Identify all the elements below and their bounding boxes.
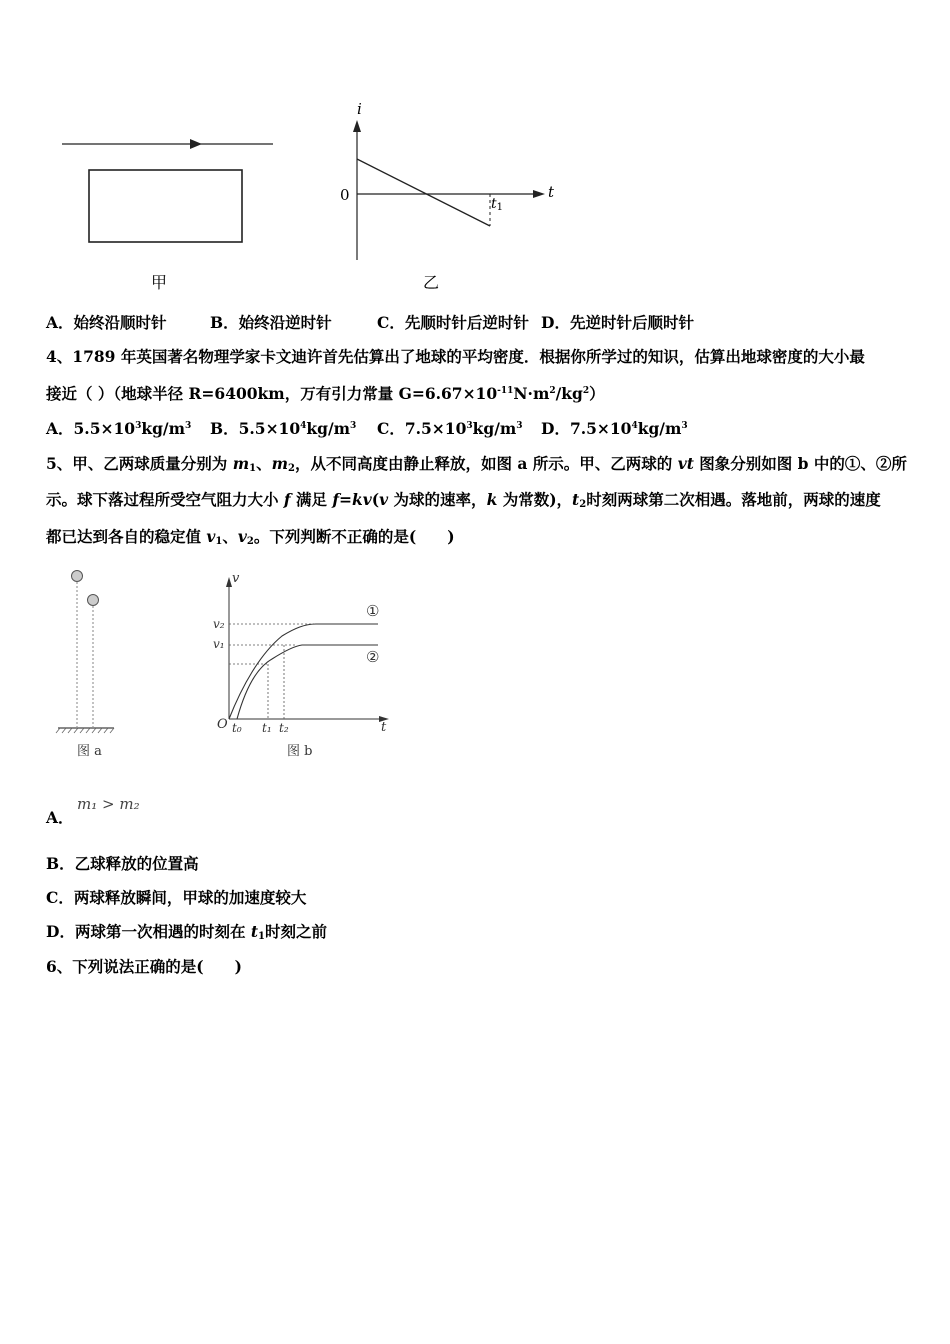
q3-option-d: D．先逆时针后顺时针 [541, 313, 694, 332]
t-axis-arrow-icon [533, 190, 545, 198]
q4-stem-line2: 接近（ ）（地球半径 R=6400km，万有引力常量 $G=6.67\times 10^{-11}N\cdot m^2/kg^2$） [46, 384, 605, 403]
t1-label: $t_1$ [491, 196, 504, 213]
wire-loop [89, 170, 242, 242]
q3-option-a: A．始终沿顺时针 [46, 313, 167, 332]
q5-option-d: D．两球第一次相遇的时刻在 $t_1$时刻之前 [46, 922, 327, 942]
figure-jia-caption: 甲 [151, 273, 168, 292]
q3-option-b: B．始终沿逆时针 [210, 313, 332, 332]
curve-1 [229, 624, 378, 719]
i-axis-arrow-icon [353, 120, 361, 132]
q4-stem-line1: 4、1789 年英国著名物理学家卡文迪许首先估算出了地球的平均密度．根据你所学过的知识，估算出地球密度的大小最 [46, 347, 865, 366]
figure-b-caption: 图 b [287, 744, 313, 759]
q5-option-a-label: A． [46, 808, 74, 827]
curve-2-label: ② [366, 648, 380, 666]
current-line [357, 159, 490, 226]
figure-jia [55, 130, 285, 260]
fig-b-v1: v₁ [213, 637, 225, 651]
fig-b-origin: O [217, 717, 228, 732]
ball-jia-icon [72, 571, 83, 582]
fig-b-t2: t₂ [279, 721, 289, 735]
q5-stem-line1: 5、甲、乙两球质量分别为 $m_1$、$m_2$，从不同高度由静止释放，如图 a 所示。甲、乙两球的 vt 图象分别如图 b 中的①、②所 [46, 454, 907, 474]
curve-2 [237, 645, 378, 719]
fig-b-v2: v₂ [213, 617, 225, 631]
t-axis-label: t [548, 183, 555, 201]
fig-b-t1: t₁ [262, 721, 272, 735]
i-axis-label: i [357, 100, 362, 118]
q4-option-b: B．$5.5\times 10^4kg/m^3$ [210, 419, 357, 438]
figure-yi-caption: 乙 [423, 273, 440, 292]
q5-option-b: B．乙球释放的位置高 [46, 854, 199, 873]
fig-b-t0: t₀ [232, 721, 242, 735]
q4-option-c: C．$7.5\times 10^3kg/m^3$ [377, 419, 523, 438]
figure-a-caption: 图 a [77, 744, 102, 759]
q3-option-c: C．先顺时针后逆时针 [377, 313, 529, 332]
q5-option-a-formula: m₁ > m₂ [77, 795, 140, 813]
q5-stem-line2: 示。球下落过程所受空气阻力大小 f 满足 f=kv(v 为球的速率，k 为常数)，$t_2$时刻两球第二次相遇。落地前，两球的速度 [46, 490, 881, 510]
figure-yi-graph [330, 102, 570, 267]
fig-b-t-label: t [381, 720, 387, 735]
ball-yi-icon [88, 595, 99, 606]
q6-stem: 6、下列说法正确的是( ) [46, 957, 242, 976]
fig-b-v-label: v [232, 571, 240, 586]
origin-label: 0 [340, 186, 350, 204]
ground-hatch [56, 728, 114, 733]
q4-option-a: A．$5.5\times 10^3kg/m^3$ [46, 419, 192, 438]
current-arrow-icon [190, 139, 202, 149]
q5-stem-line3: 都已达到各自的稳定值 $v_1$、$v_2$。下列判断不正确的是( ) [46, 527, 455, 547]
curve-1-label: ① [366, 602, 380, 620]
figure-a-balls [50, 565, 130, 737]
q5-option-c: C．两球释放瞬间，甲球的加速度较大 [46, 888, 307, 907]
q4-option-d: D．$7.5\times 10^4kg/m^3$ [541, 419, 688, 438]
